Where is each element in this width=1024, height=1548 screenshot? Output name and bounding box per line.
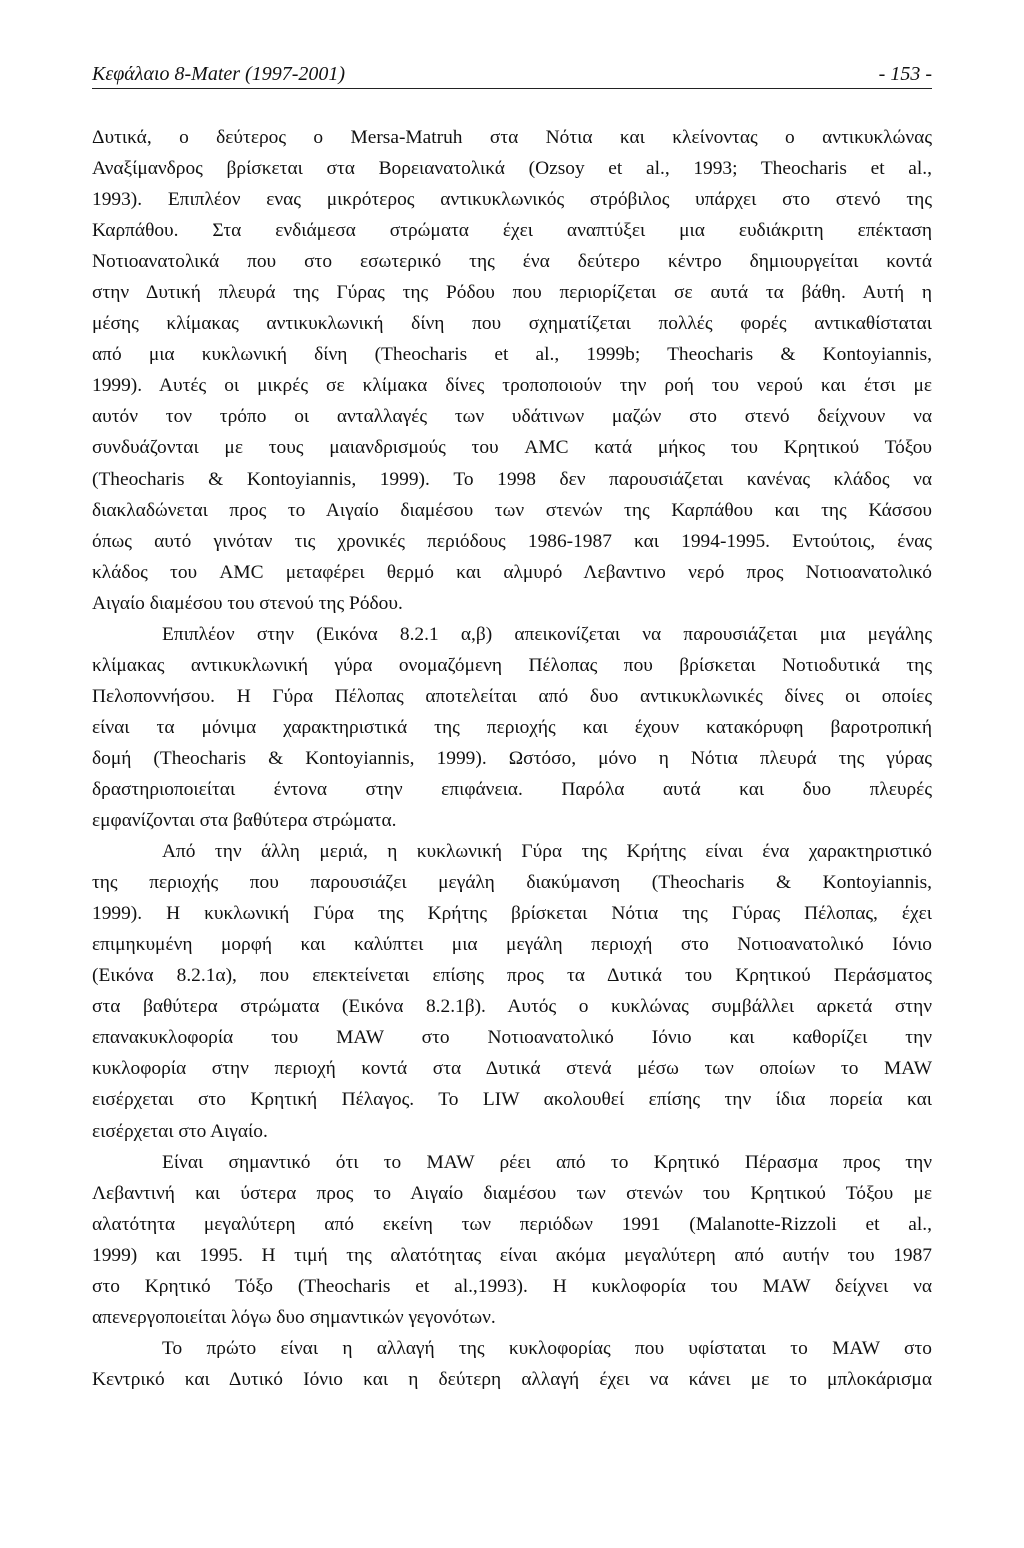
text-line: συνδυάζονται με τους μαιανδρισμούς του AMC κατά μήκος του Κρητικού Τόξου [92, 437, 932, 459]
text-line: (Theocharis & Kontoyiannis, 1999). Το 1998 δεν παρουσιάζεται κανένας κλάδος να [92, 468, 932, 490]
text-line: δραστηριοποιείται έντονα στην επιφάνεια. Παρόλα αυτά και δυο πλευρές [92, 778, 932, 800]
page-header [92, 62, 932, 89]
text-line: στην Δυτική πλευρά της Γύρας της Ρόδου που περιορίζεται σε αυτά τα βάθη. Αυτή η [92, 282, 932, 304]
text-line: κλίμακας αντικυκλωνική γύρα ονομαζόμενη Πέλοπας που βρίσκεται Νοτιοδυτικά της [92, 654, 932, 676]
text-line: μέσης κλίμακας αντικυκλωνική δίνη που σχηματίζεται πολλές φορές αντικαθίσταται [92, 313, 932, 335]
text-line: Αιγαίο διαμέσου του στενού της Ρόδου. [92, 592, 403, 614]
text-line: απενεργοποιείται λόγω δυο σημαντικών γεγονότων. [92, 1306, 496, 1328]
text-line: της περιοχής που παρουσιάζει μεγάλη διακύμανση (Theocharis & Kontoyiannis, [92, 872, 932, 894]
text-line: 1999) και 1995. Η τιμή της αλατότητας είναι ακόμα μεγαλύτερη από αυτήν του 1987 [92, 1244, 932, 1266]
text-line: στο Κρητικό Τόξο (Theocharis et al.,1993). Η κυκλοφορία του MAW δείχνει να [92, 1275, 932, 1297]
page-number: - 153 - [878, 63, 932, 85]
text-line: εισέρχεται στο Κρητική Πέλαγος. Το LIW ακολουθεί επίσης την ίδια πορεία και [92, 1089, 932, 1111]
text-line: κλάδος του AMC μεταφέρει θερμό και αλμυρό Λεβαντινο νερό προς Νοτιοανατολικό [92, 561, 932, 583]
text-line: διακλαδώνεται προς το Αιγαίο διαμέσου των στενών της Καρπάθου και της Κάσσου [92, 499, 932, 521]
text-line: Αναξίμανδρος βρίσκεται στα Βορειανατολικά (Ozsoy et al., 1993; Theocharis et al., [92, 158, 932, 180]
text-line: Δυτικά, ο δεύτερος ο Mersa-Matruh στα Νότια και κλείνοντας ο αντικυκλώνας [92, 127, 932, 148]
text-line: επιμηκυμένη μορφή και καλύπτει μια μεγάλη περιοχή στο Νοτιοανατολικό Ιόνιο [92, 934, 932, 956]
text-line: δομή (Theocharis & Kontoyiannis, 1999). Ωστόσο, μόνο η Νότια πλευρά της γύρας [92, 747, 932, 769]
text-line: αυτόν τον τρόπο οι ανταλλαγές των υδάτινων μαζών στο στενό δείχνουν να [92, 406, 932, 428]
text-line: όπως αυτό γινόταν τις χρονικές περιόδους 1986-1987 και 1994-1995. Εντούτοις, ένας [92, 530, 932, 552]
text-line: εμφανίζονται στα βαθύτερα στρώματα. [92, 810, 397, 832]
text-line: Επιπλέον στην (Εικόνα 8.2.1 α,β) απεικονίζεται να παρουσιάζεται μια μεγάλης [162, 623, 932, 645]
text-line: εισέρχεται στο Αιγαίο. [92, 1120, 268, 1142]
text-line: Το πρώτο είναι η αλλαγή της κυκλοφορίας που υφίσταται το MAW στο [162, 1337, 932, 1359]
text-line: Είναι σημαντικό ότι το MAW ρέει από το Κρητικό Πέρασμα προς την [162, 1151, 932, 1173]
text-line: 1999). Η κυκλωνική Γύρα της Κρήτης βρίσκεται Νότια της Γύρας Πέλοπας, έχει [92, 903, 932, 925]
text-line: είναι τα μόνιμα χαρακτηριστικά της περιοχής και έχουν κατακόρυφη βαροτροπική [92, 716, 932, 738]
text-line: 1999). Αυτές οι μικρές σε κλίμακα δίνες τροποποιούν την ροή του νερού και έτσι με [92, 375, 932, 397]
text-line: Κεντρικό και Δυτικό Ιόνιο και η δεύτερη αλλαγή έχει να κάνει με το μπλοκάρισμα [92, 1368, 932, 1390]
text-line: από μια κυκλωνική δίνη (Theocharis et al., 1999b; Theocharis & Kontoyiannis, [92, 344, 932, 366]
text-line: 1993). Επιπλέον ενας μικρότερος αντικυκλωνικός στρόβιλος υπάρχει στο στενό της [92, 189, 932, 211]
text-line: κυκλοφορία στην περιοχή κοντά στα Δυτικά στενά μέσω των οποίων το MAW [92, 1058, 932, 1080]
text-line: επανακυκλοφορία του MAW στο Νοτιοανατολικό Ιόνιο και καθορίζει την [92, 1027, 932, 1049]
body-text [92, 122, 932, 1395]
text-line: αλατότητα μεγαλύτερη από εκείνη των περιόδων 1991 (Malanotte-Rizzoli et al., [92, 1213, 932, 1235]
text-line: Λεβαντινή και ύστερα προς το Αιγαίο διαμέσου των στενών του Κρητικού Τόξου με [92, 1182, 932, 1204]
text-line: Καρπάθου. Στα ενδιάμεσα στρώματα έχει αναπτύξει μια ευδιάκριτη επέκταση [92, 220, 932, 242]
text-line: Πελοποννήσου. Η Γύρα Πέλοπας αποτελείται από δυο αντικυκλωνικές δίνες οι οποίες [92, 685, 932, 707]
text-line: στα βαθύτερα στρώματα (Εικόνα 8.2.1β). Αυτός ο κυκλώνας συμβάλλει αρκετά στην [92, 996, 932, 1018]
text-line: Από την άλλη μεριά, η κυκλωνική Γύρα της Κρήτης είναι ένα χαρακτηριστικό [162, 841, 932, 863]
text-line: Νοτιοανατολικά που στο εσωτερικό της ένα δεύτερο κέντρο δημιουργείται κοντά [92, 251, 932, 273]
chapter-title: Κεφάλαιο 8-Mater (1997-2001) [92, 63, 346, 85]
text-line: (Εικόνα 8.2.1α), που επεκτείνεται επίσης προς τα Δυτικά του Κρητικού Περάσματος [92, 965, 932, 987]
